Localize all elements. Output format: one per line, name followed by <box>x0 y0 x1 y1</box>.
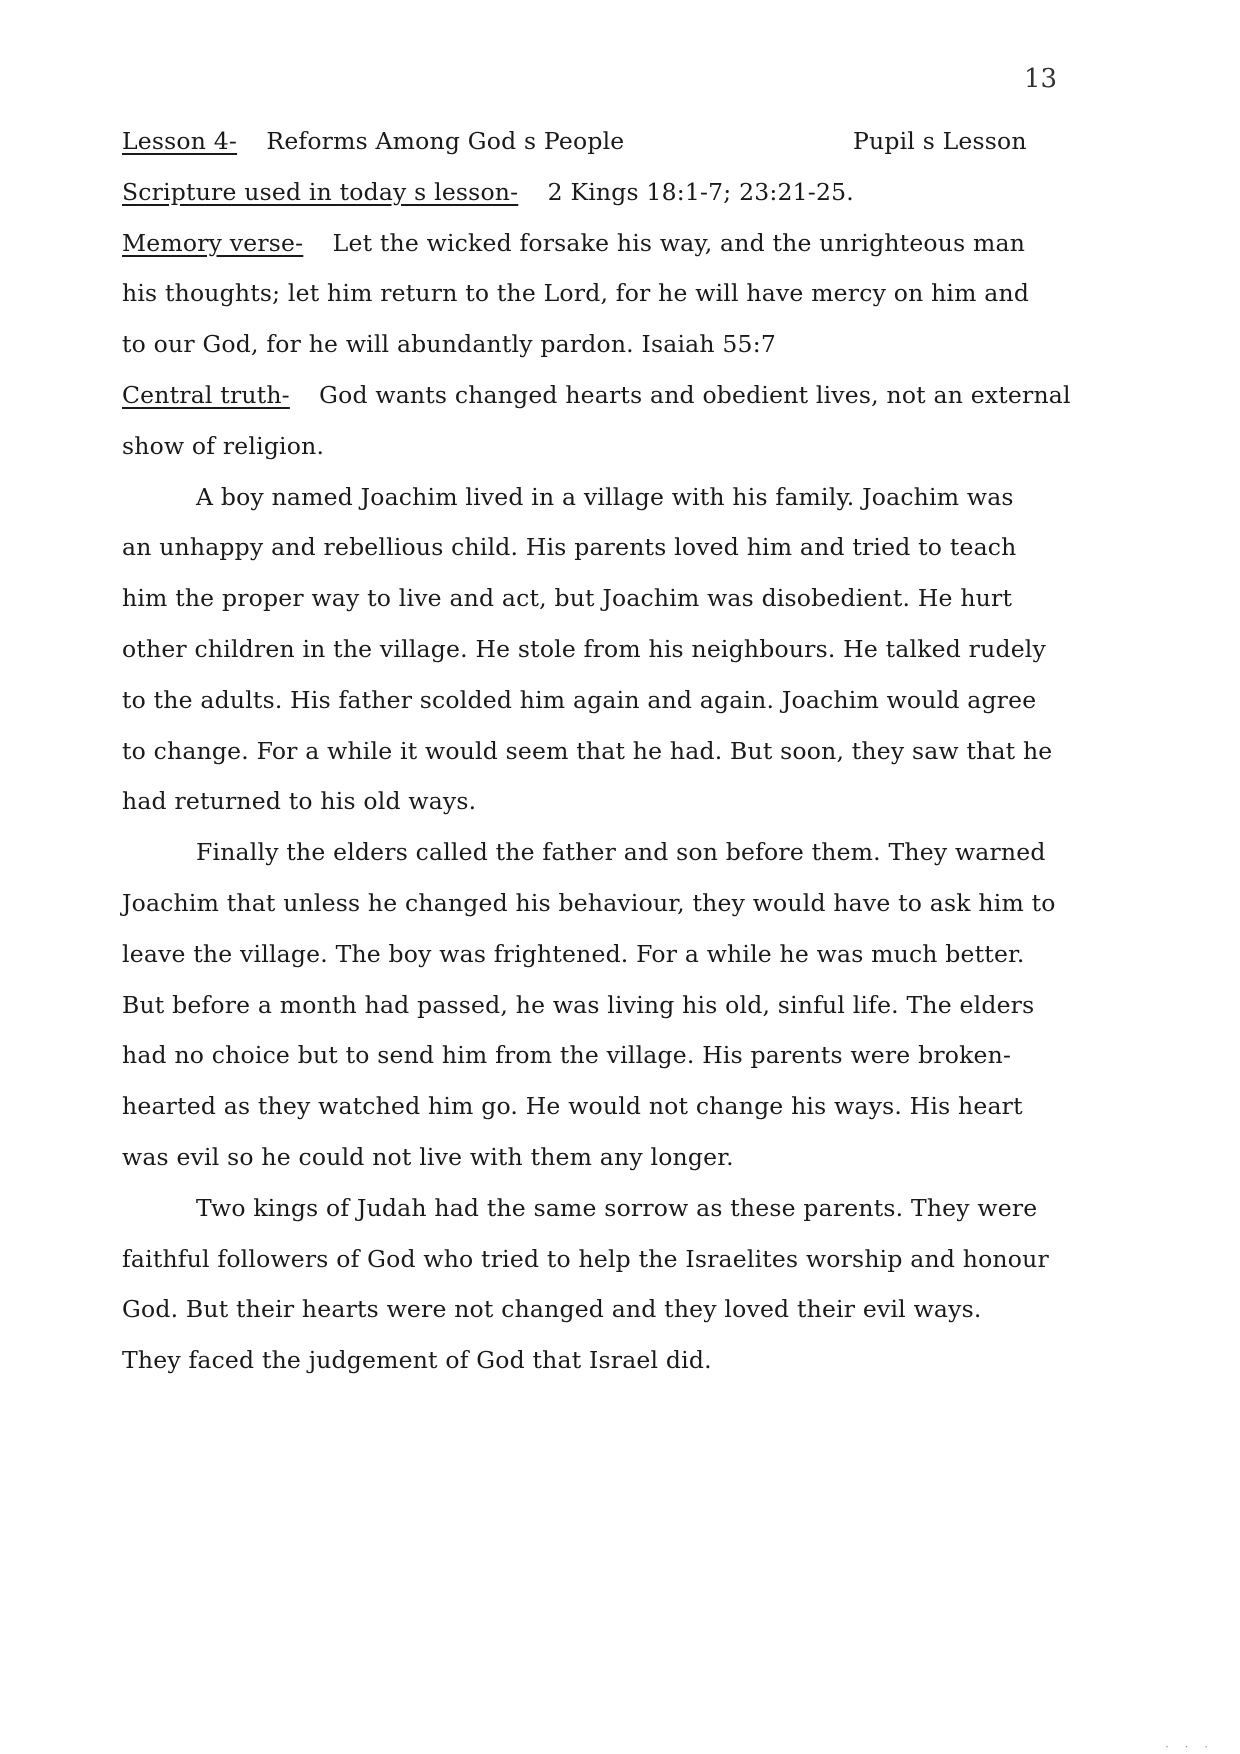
paragraph-2-line: But before a month had passed, he was living his old, sinful life. The elders <box>122 990 1035 1019</box>
paragraph-1-line: other children in the village. He stole from his neighbours. He talked rudely <box>122 634 1046 663</box>
lesson-body <box>122 116 1071 1386</box>
lesson-title: Reforms Among God s People <box>266 127 625 155</box>
lesson-label: Lesson 4- <box>122 127 238 155</box>
page-number: 13 <box>1024 64 1058 94</box>
paragraph-2-line: hearted as they watched him go. He would not change his ways. His heart <box>122 1092 1023 1121</box>
memory-verse-line-1 <box>122 218 1026 269</box>
central-truth-line-1 <box>122 370 1071 421</box>
central-truth-line-2: show of religion. <box>122 431 325 460</box>
memory-verse-line-2: his thoughts; let him return to the Lord, for he will have mercy on him and <box>122 279 1030 308</box>
paragraph-1-line: had returned to his old ways. <box>122 787 477 816</box>
paragraph-1-line: A boy named Joachim lived in a village with his family. Joachim was <box>196 482 1014 511</box>
memory-verse-text: Let the wicked forsake his way, and the unrighteous man <box>332 228 1026 257</box>
scan-artifact: · · · <box>1165 1740 1215 1754</box>
paragraph-2-line: was evil so he could not live with them any longer. <box>122 1142 734 1171</box>
paragraph-1-line: to the adults. His father scolded him again and again. Joachim would agree <box>122 685 1037 714</box>
paragraph-1-line: to change. For a while it would seem that he had. But soon, they saw that he <box>122 736 1053 765</box>
paragraph-3-line: Two kings of Judah had the same sorrow as these parents. They were <box>196 1193 1038 1222</box>
scripture-line <box>122 167 1022 218</box>
scripture-label: Scripture used in today s lesson- <box>122 177 519 206</box>
scripture-refs: 2 Kings 18:1-7; 23:21-25. <box>547 177 854 206</box>
pupil-lesson-label: Pupil s Lesson <box>853 127 1027 155</box>
paragraph-3-line: God. But their hearts were not changed and they loved their evil ways. <box>122 1295 982 1324</box>
paragraph-2-line: Joachim that unless he changed his behaviour, they would have to ask him to <box>122 888 1056 917</box>
central-truth-label: Central truth- <box>122 380 290 409</box>
paragraph-1-line: him the proper way to live and act, but Joachim was disobedient. He hurt <box>122 584 1013 613</box>
paragraph-2-line: had no choice but to send him from the village. His parents were broken- <box>122 1041 1012 1070</box>
paragraph-1-line: an unhappy and rebellious child. His parents loved him and tried to teach <box>122 533 1017 562</box>
paragraph-3-line: They faced the judgement of God that Israel did. <box>122 1346 712 1375</box>
paragraph-2-line: Finally the elders called the father and son before them. They warned <box>196 838 1046 867</box>
lesson-header <box>122 116 1027 167</box>
memory-verse-label: Memory verse- <box>122 228 304 257</box>
paragraph-3-line: faithful followers of God who tried to help the Israelites worship and honour <box>122 1244 1049 1273</box>
central-truth-text: God wants changed hearts and obedient lives, not an external <box>319 380 1071 409</box>
memory-verse-line-3: to our God, for he will abundantly pardon. Isaiah 55:7 <box>122 330 776 359</box>
paragraph-2-line: leave the village. The boy was frightened. For a while he was much better. <box>122 939 1025 968</box>
